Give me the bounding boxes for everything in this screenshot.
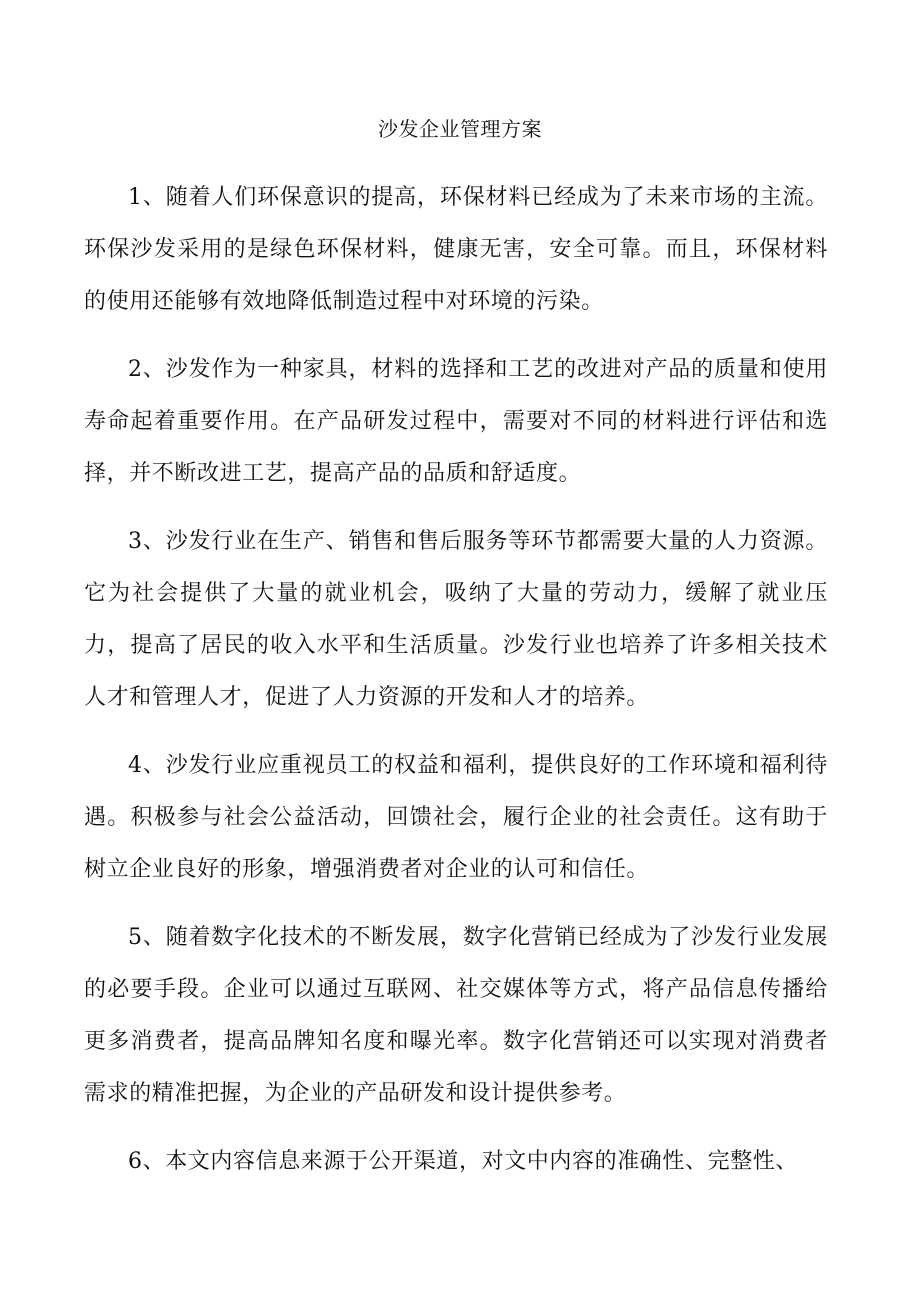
paragraph-5: 5、随着数字化技术的不断发展，数字化营销已经成为了沙发行业发展的必要手段。企业可以通过互联网、社交媒体等方式，将产品信息传播给更多消费者，提高品牌知名度和曝光率。数字化营销还可以实现对消费者需求的精准把握，为企业的产品研发和设计提供参考。 bbox=[84, 925, 828, 1106]
paragraph-4: 4、沙发行业应重视员工的权益和福利，提供良好的工作环境和福利待遇。积极参与社会公益活动，回馈社会，履行企业的社会责任。这有助于树立企业良好的形象，增强消费者对企业的认可和信任。 bbox=[84, 753, 828, 882]
paragraph-3: 3、沙发行业在生产、销售和售后服务等环节都需要大量的人力资源。它为社会提供了大量的就业机会，吸纳了大量的劳动力，缓解了就业压力，提高了居民的收入水平和生活质量。沙发行业也培养了许多相关技术人才和管理人才，促进了人力资源的开发和人才的培养。 bbox=[84, 529, 828, 710]
document-title: 沙发企业管理方案 bbox=[378, 117, 542, 141]
paragraph-6: 6、本文内容信息来源于公开渠道，对文中内容的准确性、完整性、 bbox=[128, 1149, 798, 1174]
paragraph-2: 2、沙发作为一种家具，材料的选择和工艺的改进对产品的质量和使用寿命起着重要作用。在产品研发过程中，需要对不同的材料进行评估和选择，并不断改进工艺，提高产品的品质和舒适度。 bbox=[84, 357, 828, 486]
paragraph-1: 1、随着人们环保意识的提高，环保材料已经成为了未来市场的主流。环保沙发采用的是绿色环保材料，健康无害，安全可靠。而且，环保材料的使用还能够有效地降低制造过程中对环境的污染。 bbox=[84, 185, 828, 314]
document-body bbox=[84, 172, 828, 1204]
